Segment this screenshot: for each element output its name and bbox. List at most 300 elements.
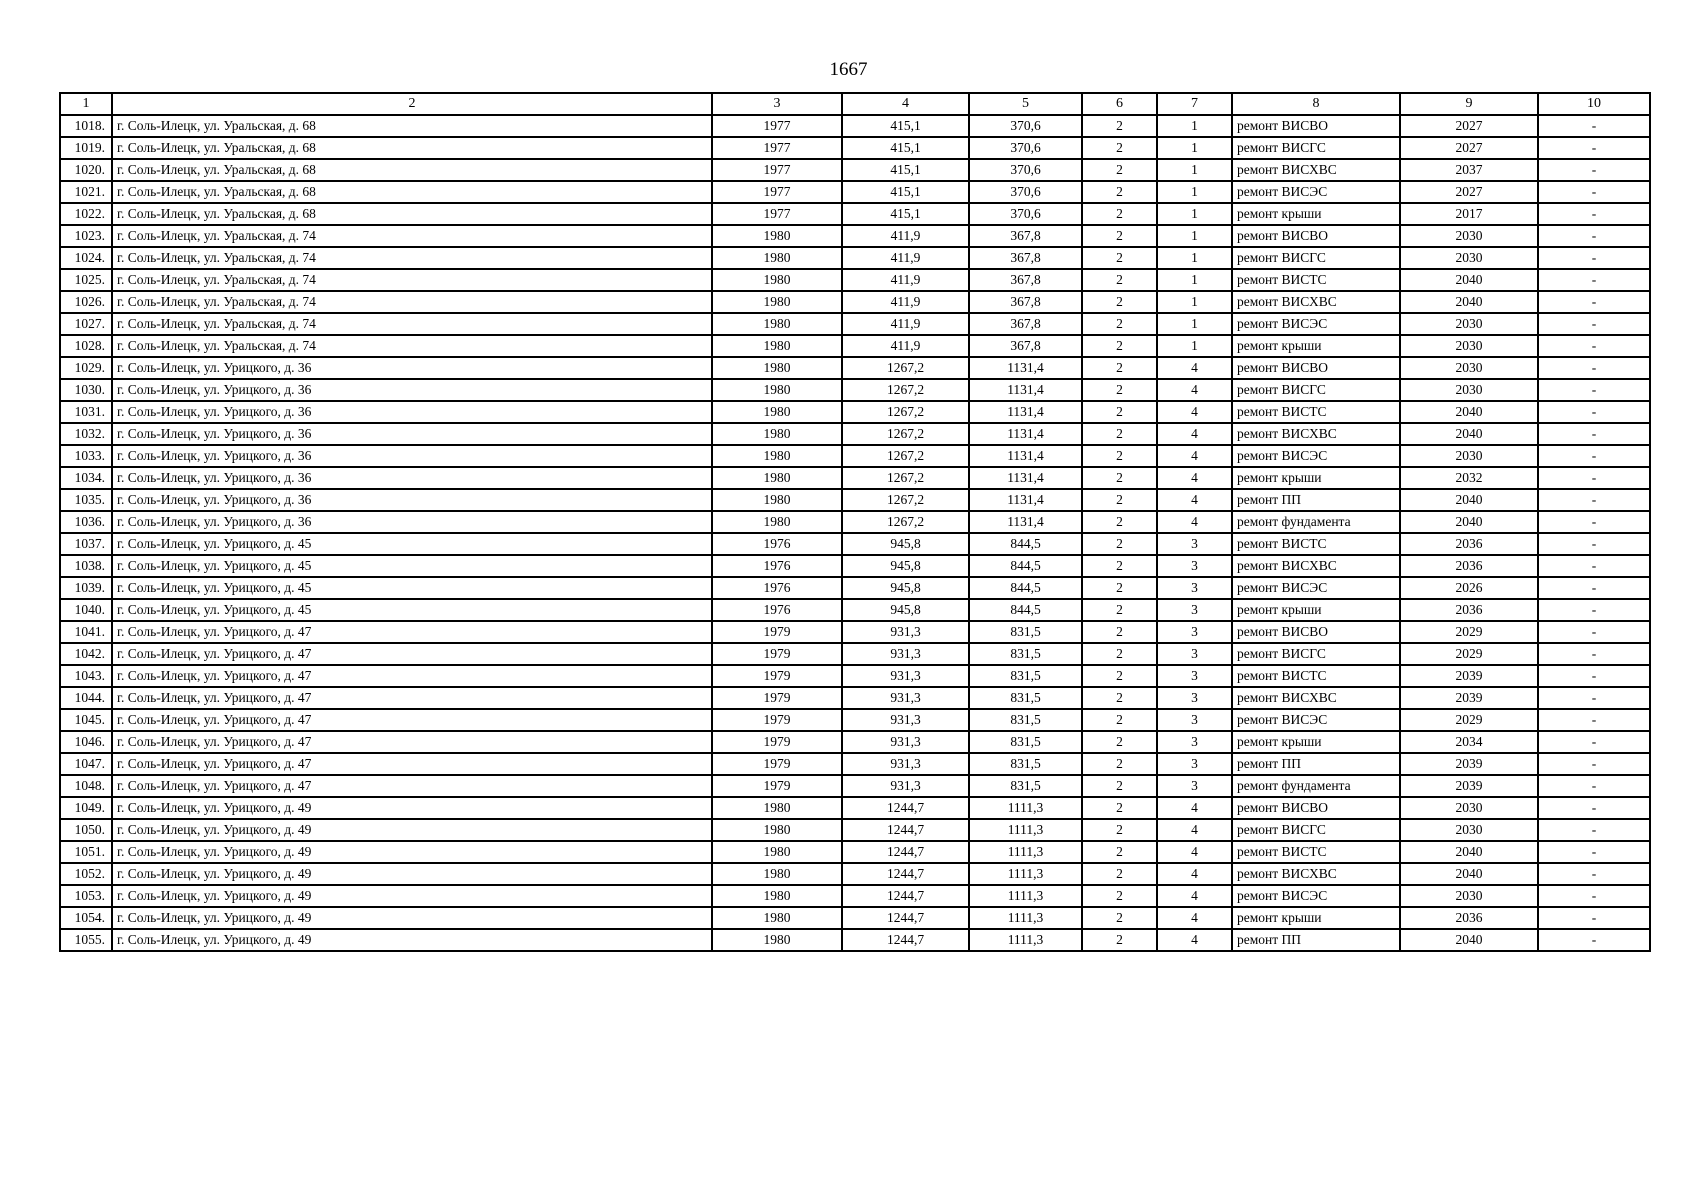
- cell-address: г. Соль-Илецк, ул. Урицкого, д. 36: [112, 445, 712, 467]
- cell-entrances: 3: [1157, 753, 1232, 775]
- cell-row-number: 1039.: [60, 577, 112, 599]
- cell-floors: 2: [1082, 863, 1157, 885]
- cell-living-area: 1111,3: [969, 907, 1082, 929]
- cell-entrances: 3: [1157, 775, 1232, 797]
- cell-year-built: 1980: [712, 511, 842, 533]
- column-header: 7: [1157, 93, 1232, 115]
- cell-living-area: 1131,4: [969, 357, 1082, 379]
- cell-address: г. Соль-Илецк, ул. Урицкого, д. 36: [112, 423, 712, 445]
- cell-work-type: ремонт ПП: [1232, 929, 1400, 951]
- cell-entrances: 4: [1157, 511, 1232, 533]
- cell-note: -: [1538, 863, 1650, 885]
- cell-living-area: 367,8: [969, 291, 1082, 313]
- cell-total-area: 1244,7: [842, 885, 969, 907]
- cell-row-number: 1032.: [60, 423, 112, 445]
- table-row: [60, 357, 1650, 379]
- cell-address: г. Соль-Илецк, ул. Урицкого, д. 49: [112, 863, 712, 885]
- cell-floors: 2: [1082, 313, 1157, 335]
- cell-entrances: 4: [1157, 885, 1232, 907]
- cell-year-built: 1976: [712, 555, 842, 577]
- cell-planned-year: 2030: [1400, 335, 1538, 357]
- table-row: [60, 863, 1650, 885]
- cell-total-area: 945,8: [842, 577, 969, 599]
- cell-row-number: 1019.: [60, 137, 112, 159]
- cell-work-type: ремонт ВИСЭС: [1232, 313, 1400, 335]
- table-row: [60, 731, 1650, 753]
- cell-note: -: [1538, 907, 1650, 929]
- cell-work-type: ремонт ВИСХВС: [1232, 687, 1400, 709]
- cell-planned-year: 2040: [1400, 269, 1538, 291]
- cell-row-number: 1027.: [60, 313, 112, 335]
- column-header: 10: [1538, 93, 1650, 115]
- cell-row-number: 1053.: [60, 885, 112, 907]
- cell-planned-year: 2039: [1400, 687, 1538, 709]
- cell-floors: 2: [1082, 907, 1157, 929]
- cell-work-type: ремонт фундамента: [1232, 775, 1400, 797]
- cell-planned-year: 2030: [1400, 225, 1538, 247]
- cell-entrances: 3: [1157, 599, 1232, 621]
- repair-schedule-table: [59, 92, 1651, 952]
- cell-entrances: 1: [1157, 137, 1232, 159]
- cell-planned-year: 2039: [1400, 665, 1538, 687]
- cell-row-number: 1044.: [60, 687, 112, 709]
- table-row: [60, 643, 1650, 665]
- table-row: [60, 709, 1650, 731]
- cell-note: -: [1538, 643, 1650, 665]
- cell-year-built: 1980: [712, 269, 842, 291]
- cell-row-number: 1034.: [60, 467, 112, 489]
- cell-work-type: ремонт ВИСХВС: [1232, 555, 1400, 577]
- cell-total-area: 411,9: [842, 291, 969, 313]
- cell-total-area: 1267,2: [842, 467, 969, 489]
- cell-address: г. Соль-Илецк, ул. Урицкого, д. 36: [112, 401, 712, 423]
- cell-total-area: 1267,2: [842, 511, 969, 533]
- cell-work-type: ремонт ВИСТС: [1232, 841, 1400, 863]
- cell-address: г. Соль-Илецк, ул. Урицкого, д. 47: [112, 687, 712, 709]
- cell-address: г. Соль-Илецк, ул. Урицкого, д. 49: [112, 841, 712, 863]
- cell-address: г. Соль-Илецк, ул. Урицкого, д. 45: [112, 599, 712, 621]
- cell-note: -: [1538, 621, 1650, 643]
- column-header: 6: [1082, 93, 1157, 115]
- cell-address: г. Соль-Илецк, ул. Урицкого, д. 45: [112, 577, 712, 599]
- cell-address: г. Соль-Илецк, ул. Урицкого, д. 36: [112, 489, 712, 511]
- cell-address: г. Соль-Илецк, ул. Уральская, д. 74: [112, 247, 712, 269]
- cell-note: -: [1538, 709, 1650, 731]
- cell-row-number: 1052.: [60, 863, 112, 885]
- cell-planned-year: 2027: [1400, 181, 1538, 203]
- cell-row-number: 1042.: [60, 643, 112, 665]
- cell-total-area: 931,3: [842, 687, 969, 709]
- cell-year-built: 1977: [712, 137, 842, 159]
- cell-address: г. Соль-Илецк, ул. Урицкого, д. 49: [112, 819, 712, 841]
- cell-year-built: 1977: [712, 203, 842, 225]
- cell-total-area: 1244,7: [842, 907, 969, 929]
- cell-work-type: ремонт ВИСГС: [1232, 137, 1400, 159]
- cell-address: г. Соль-Илецк, ул. Уральская, д. 68: [112, 159, 712, 181]
- cell-total-area: 1267,2: [842, 423, 969, 445]
- table-row: [60, 269, 1650, 291]
- cell-floors: 2: [1082, 247, 1157, 269]
- cell-year-built: 1980: [712, 247, 842, 269]
- column-header: 9: [1400, 93, 1538, 115]
- cell-year-built: 1980: [712, 423, 842, 445]
- cell-note: -: [1538, 731, 1650, 753]
- cell-total-area: 415,1: [842, 159, 969, 181]
- cell-total-area: 411,9: [842, 269, 969, 291]
- cell-total-area: 415,1: [842, 137, 969, 159]
- cell-total-area: 1267,2: [842, 489, 969, 511]
- cell-work-type: ремонт ВИСВО: [1232, 797, 1400, 819]
- cell-floors: 2: [1082, 445, 1157, 467]
- cell-entrances: 4: [1157, 863, 1232, 885]
- cell-address: г. Соль-Илецк, ул. Урицкого, д. 49: [112, 907, 712, 929]
- cell-entrances: 4: [1157, 907, 1232, 929]
- cell-living-area: 367,8: [969, 335, 1082, 357]
- page-number: 1667: [829, 59, 868, 80]
- table-header-row: [60, 93, 1650, 115]
- cell-year-built: 1979: [712, 731, 842, 753]
- cell-total-area: 1244,7: [842, 841, 969, 863]
- cell-floors: 2: [1082, 731, 1157, 753]
- cell-planned-year: 2027: [1400, 137, 1538, 159]
- cell-total-area: 931,3: [842, 709, 969, 731]
- column-header: 2: [112, 93, 712, 115]
- cell-work-type: ремонт ВИСТС: [1232, 269, 1400, 291]
- cell-planned-year: 2026: [1400, 577, 1538, 599]
- cell-note: -: [1538, 753, 1650, 775]
- cell-floors: 2: [1082, 929, 1157, 951]
- cell-total-area: 1244,7: [842, 819, 969, 841]
- cell-entrances: 4: [1157, 819, 1232, 841]
- table-row: [60, 203, 1650, 225]
- cell-row-number: 1026.: [60, 291, 112, 313]
- table-row: [60, 247, 1650, 269]
- cell-floors: 2: [1082, 291, 1157, 313]
- table-row: [60, 841, 1650, 863]
- table-row: [60, 379, 1650, 401]
- cell-row-number: 1029.: [60, 357, 112, 379]
- cell-planned-year: 2030: [1400, 379, 1538, 401]
- cell-entrances: 1: [1157, 291, 1232, 313]
- cell-note: -: [1538, 313, 1650, 335]
- cell-entrances: 4: [1157, 467, 1232, 489]
- cell-row-number: 1033.: [60, 445, 112, 467]
- cell-living-area: 367,8: [969, 313, 1082, 335]
- cell-work-type: ремонт ВИСХВС: [1232, 423, 1400, 445]
- table-row: [60, 621, 1650, 643]
- table-row: [60, 511, 1650, 533]
- cell-address: г. Соль-Илецк, ул. Урицкого, д. 47: [112, 709, 712, 731]
- cell-year-built: 1977: [712, 159, 842, 181]
- cell-row-number: 1055.: [60, 929, 112, 951]
- cell-floors: 2: [1082, 753, 1157, 775]
- cell-total-area: 411,9: [842, 225, 969, 247]
- cell-living-area: 367,8: [969, 225, 1082, 247]
- table-row: [60, 599, 1650, 621]
- cell-note: -: [1538, 225, 1650, 247]
- cell-note: -: [1538, 357, 1650, 379]
- cell-year-built: 1980: [712, 335, 842, 357]
- cell-total-area: 1244,7: [842, 863, 969, 885]
- cell-row-number: 1048.: [60, 775, 112, 797]
- cell-total-area: 931,3: [842, 753, 969, 775]
- cell-planned-year: 2030: [1400, 819, 1538, 841]
- cell-floors: 2: [1082, 841, 1157, 863]
- cell-work-type: ремонт ВИСТС: [1232, 533, 1400, 555]
- cell-planned-year: 2034: [1400, 731, 1538, 753]
- cell-work-type: ремонт крыши: [1232, 599, 1400, 621]
- cell-floors: 2: [1082, 379, 1157, 401]
- cell-entrances: 3: [1157, 665, 1232, 687]
- cell-living-area: 1111,3: [969, 929, 1082, 951]
- cell-year-built: 1979: [712, 621, 842, 643]
- cell-total-area: 1267,2: [842, 379, 969, 401]
- cell-total-area: 415,1: [842, 115, 969, 137]
- cell-living-area: 1111,3: [969, 863, 1082, 885]
- table-row: [60, 577, 1650, 599]
- cell-note: -: [1538, 687, 1650, 709]
- cell-row-number: 1021.: [60, 181, 112, 203]
- cell-year-built: 1976: [712, 599, 842, 621]
- cell-planned-year: 2027: [1400, 115, 1538, 137]
- cell-work-type: ремонт ВИСЭС: [1232, 885, 1400, 907]
- cell-work-type: ремонт ВИСГС: [1232, 643, 1400, 665]
- cell-entrances: 3: [1157, 709, 1232, 731]
- cell-living-area: 370,6: [969, 137, 1082, 159]
- cell-work-type: ремонт крыши: [1232, 731, 1400, 753]
- cell-note: -: [1538, 423, 1650, 445]
- cell-entrances: 3: [1157, 687, 1232, 709]
- cell-planned-year: 2040: [1400, 423, 1538, 445]
- cell-total-area: 415,1: [842, 203, 969, 225]
- cell-entrances: 1: [1157, 269, 1232, 291]
- cell-living-area: 1131,4: [969, 445, 1082, 467]
- table-row: [60, 137, 1650, 159]
- cell-address: г. Соль-Илецк, ул. Урицкого, д. 49: [112, 797, 712, 819]
- cell-total-area: 1267,2: [842, 357, 969, 379]
- cell-living-area: 1111,3: [969, 819, 1082, 841]
- cell-address: г. Соль-Илецк, ул. Урицкого, д. 49: [112, 929, 712, 951]
- cell-address: г. Соль-Илецк, ул. Урицкого, д. 47: [112, 665, 712, 687]
- cell-total-area: 1244,7: [842, 797, 969, 819]
- column-header: 5: [969, 93, 1082, 115]
- cell-entrances: 3: [1157, 621, 1232, 643]
- cell-address: г. Соль-Илецк, ул. Уральская, д. 74: [112, 225, 712, 247]
- cell-row-number: 1050.: [60, 819, 112, 841]
- cell-work-type: ремонт ВИСЭС: [1232, 181, 1400, 203]
- cell-planned-year: 2040: [1400, 863, 1538, 885]
- cell-address: г. Соль-Илецк, ул. Уральская, д. 74: [112, 291, 712, 313]
- cell-living-area: 831,5: [969, 709, 1082, 731]
- cell-address: г. Соль-Илецк, ул. Уральская, д. 74: [112, 269, 712, 291]
- cell-living-area: 370,6: [969, 159, 1082, 181]
- cell-address: г. Соль-Илецк, ул. Урицкого, д. 47: [112, 775, 712, 797]
- cell-address: г. Соль-Илецк, ул. Урицкого, д. 36: [112, 511, 712, 533]
- table-row: [60, 885, 1650, 907]
- cell-row-number: 1045.: [60, 709, 112, 731]
- cell-work-type: ремонт крыши: [1232, 335, 1400, 357]
- cell-entrances: 4: [1157, 489, 1232, 511]
- cell-planned-year: 2030: [1400, 885, 1538, 907]
- cell-row-number: 1023.: [60, 225, 112, 247]
- cell-work-type: ремонт ВИСВО: [1232, 225, 1400, 247]
- cell-work-type: ремонт ВИСВО: [1232, 621, 1400, 643]
- table-row: [60, 907, 1650, 929]
- cell-work-type: ремонт крыши: [1232, 203, 1400, 225]
- cell-entrances: 1: [1157, 181, 1232, 203]
- cell-address: г. Соль-Илецк, ул. Урицкого, д. 47: [112, 753, 712, 775]
- cell-work-type: ремонт крыши: [1232, 907, 1400, 929]
- cell-floors: 2: [1082, 489, 1157, 511]
- cell-living-area: 844,5: [969, 555, 1082, 577]
- cell-total-area: 931,3: [842, 643, 969, 665]
- cell-living-area: 844,5: [969, 577, 1082, 599]
- cell-note: -: [1538, 181, 1650, 203]
- cell-entrances: 1: [1157, 247, 1232, 269]
- table-row: [60, 533, 1650, 555]
- table-row: [60, 159, 1650, 181]
- cell-entrances: 3: [1157, 577, 1232, 599]
- cell-note: -: [1538, 775, 1650, 797]
- cell-year-built: 1976: [712, 533, 842, 555]
- cell-living-area: 1131,4: [969, 379, 1082, 401]
- cell-total-area: 931,3: [842, 731, 969, 753]
- cell-row-number: 1020.: [60, 159, 112, 181]
- cell-year-built: 1980: [712, 489, 842, 511]
- cell-work-type: ремонт ВИСВО: [1232, 357, 1400, 379]
- cell-living-area: 844,5: [969, 533, 1082, 555]
- cell-floors: 2: [1082, 467, 1157, 489]
- cell-note: -: [1538, 379, 1650, 401]
- cell-floors: 2: [1082, 159, 1157, 181]
- cell-entrances: 1: [1157, 203, 1232, 225]
- cell-planned-year: 2030: [1400, 357, 1538, 379]
- cell-work-type: ремонт ПП: [1232, 489, 1400, 511]
- cell-address: г. Соль-Илецк, ул. Урицкого, д. 45: [112, 533, 712, 555]
- cell-floors: 2: [1082, 555, 1157, 577]
- cell-entrances: 4: [1157, 929, 1232, 951]
- cell-entrances: 4: [1157, 357, 1232, 379]
- cell-note: -: [1538, 577, 1650, 599]
- cell-year-built: 1977: [712, 115, 842, 137]
- cell-planned-year: 2032: [1400, 467, 1538, 489]
- cell-planned-year: 2036: [1400, 555, 1538, 577]
- cell-living-area: 831,5: [969, 687, 1082, 709]
- cell-note: -: [1538, 819, 1650, 841]
- cell-note: -: [1538, 137, 1650, 159]
- table-row: [60, 753, 1650, 775]
- cell-year-built: 1980: [712, 313, 842, 335]
- cell-address: г. Соль-Илецк, ул. Урицкого, д. 36: [112, 357, 712, 379]
- cell-entrances: 1: [1157, 335, 1232, 357]
- cell-work-type: ремонт ВИСГС: [1232, 247, 1400, 269]
- cell-year-built: 1979: [712, 687, 842, 709]
- cell-address: г. Соль-Илецк, ул. Урицкого, д. 36: [112, 379, 712, 401]
- cell-living-area: 370,6: [969, 115, 1082, 137]
- cell-planned-year: 2029: [1400, 709, 1538, 731]
- table-row: [60, 555, 1650, 577]
- cell-floors: 2: [1082, 665, 1157, 687]
- cell-note: -: [1538, 841, 1650, 863]
- table-row: [60, 313, 1650, 335]
- cell-row-number: 1028.: [60, 335, 112, 357]
- cell-entrances: 3: [1157, 555, 1232, 577]
- cell-living-area: 1131,4: [969, 401, 1082, 423]
- cell-work-type: ремонт ВИСТС: [1232, 665, 1400, 687]
- cell-living-area: 1111,3: [969, 797, 1082, 819]
- cell-row-number: 1037.: [60, 533, 112, 555]
- cell-living-area: 831,5: [969, 731, 1082, 753]
- cell-living-area: 1111,3: [969, 885, 1082, 907]
- cell-note: -: [1538, 291, 1650, 313]
- cell-living-area: 831,5: [969, 621, 1082, 643]
- cell-floors: 2: [1082, 357, 1157, 379]
- cell-work-type: ремонт ВИСВО: [1232, 115, 1400, 137]
- cell-note: -: [1538, 159, 1650, 181]
- cell-year-built: 1979: [712, 709, 842, 731]
- cell-row-number: 1035.: [60, 489, 112, 511]
- cell-floors: 2: [1082, 819, 1157, 841]
- cell-address: г. Соль-Илецк, ул. Урицкого, д. 36: [112, 467, 712, 489]
- cell-year-built: 1980: [712, 291, 842, 313]
- cell-work-type: ремонт ВИСТС: [1232, 401, 1400, 423]
- cell-note: -: [1538, 247, 1650, 269]
- table-row: [60, 335, 1650, 357]
- column-header: 1: [60, 93, 112, 115]
- cell-living-area: 1131,4: [969, 511, 1082, 533]
- cell-floors: 2: [1082, 335, 1157, 357]
- cell-address: г. Соль-Илецк, ул. Уральская, д. 68: [112, 115, 712, 137]
- cell-living-area: 1111,3: [969, 841, 1082, 863]
- cell-year-built: 1980: [712, 863, 842, 885]
- cell-work-type: ремонт ВИСГС: [1232, 819, 1400, 841]
- cell-year-built: 1979: [712, 665, 842, 687]
- cell-planned-year: 2040: [1400, 841, 1538, 863]
- cell-floors: 2: [1082, 797, 1157, 819]
- cell-floors: 2: [1082, 709, 1157, 731]
- cell-note: -: [1538, 665, 1650, 687]
- cell-address: г. Соль-Илецк, ул. Уральская, д. 74: [112, 313, 712, 335]
- cell-row-number: 1054.: [60, 907, 112, 929]
- cell-total-area: 1244,7: [842, 929, 969, 951]
- cell-planned-year: 2017: [1400, 203, 1538, 225]
- table-row: [60, 115, 1650, 137]
- cell-entrances: 1: [1157, 313, 1232, 335]
- cell-note: -: [1538, 533, 1650, 555]
- cell-year-built: 1980: [712, 357, 842, 379]
- cell-living-area: 1131,4: [969, 423, 1082, 445]
- cell-floors: 2: [1082, 269, 1157, 291]
- cell-floors: 2: [1082, 137, 1157, 159]
- cell-work-type: ремонт фундамента: [1232, 511, 1400, 533]
- cell-total-area: 945,8: [842, 599, 969, 621]
- cell-address: г. Соль-Илецк, ул. Урицкого, д. 45: [112, 555, 712, 577]
- cell-planned-year: 2039: [1400, 753, 1538, 775]
- cell-year-built: 1979: [712, 753, 842, 775]
- cell-note: -: [1538, 401, 1650, 423]
- cell-living-area: 370,6: [969, 181, 1082, 203]
- cell-year-built: 1980: [712, 379, 842, 401]
- cell-floors: 2: [1082, 115, 1157, 137]
- cell-floors: 2: [1082, 687, 1157, 709]
- cell-row-number: 1043.: [60, 665, 112, 687]
- table-row: [60, 489, 1650, 511]
- cell-floors: 2: [1082, 577, 1157, 599]
- cell-year-built: 1977: [712, 181, 842, 203]
- cell-entrances: 4: [1157, 379, 1232, 401]
- cell-planned-year: 2036: [1400, 599, 1538, 621]
- cell-entrances: 3: [1157, 643, 1232, 665]
